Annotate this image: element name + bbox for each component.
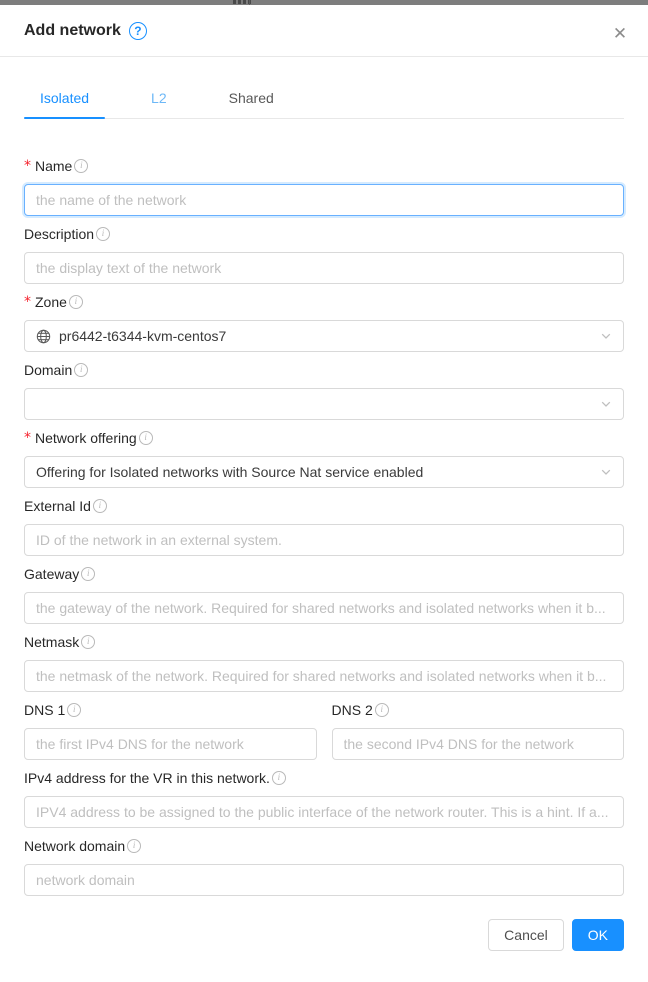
tab-isolated-label: Isolated: [40, 90, 90, 106]
description-input[interactable]: [24, 252, 624, 284]
info-circle-icon[interactable]: i: [69, 295, 83, 309]
page-title: Add network: [24, 22, 121, 39]
tab-shared[interactable]: [213, 81, 290, 118]
info-circle-icon[interactable]: i: [74, 159, 88, 173]
tab-l2[interactable]: [135, 81, 183, 118]
form-item-external-id: [24, 495, 624, 556]
name-input[interactable]: [24, 184, 624, 216]
tab-ink-bar: [24, 117, 105, 119]
name-label: [24, 155, 624, 176]
dns2-label: [332, 699, 625, 720]
info-circle-icon[interactable]: i: [81, 567, 95, 581]
zone-select-value: pr6442-t6344-kvm-centos7: [59, 328, 227, 344]
required-mark: *: [24, 157, 31, 174]
tab-l2-label: L2: [151, 90, 167, 106]
chevron-down-icon: [600, 330, 612, 342]
info-circle-icon[interactable]: i: [81, 635, 95, 649]
required-mark: *: [24, 293, 31, 310]
info-circle-icon[interactable]: i: [74, 363, 88, 377]
dns2-input[interactable]: [332, 728, 625, 760]
info-circle-icon[interactable]: i: [67, 703, 81, 717]
network-offering-label-text: Network offering: [35, 429, 137, 446]
form-item-network-offering: [24, 427, 624, 488]
form-item-domain: [24, 359, 624, 420]
modal-header: [0, 5, 648, 57]
network-domain-label-text: Network domain: [24, 837, 126, 854]
dns2-label-text: DNS 2: [331, 701, 373, 718]
background-page-fragment: [233, 0, 253, 4]
gateway-label: [24, 563, 624, 584]
form-item-dns: [24, 699, 624, 760]
network-offering-select[interactable]: [24, 456, 624, 488]
question-circle-icon[interactable]: ?: [129, 22, 147, 40]
domain-label: [24, 359, 624, 380]
gateway-input[interactable]: [24, 592, 624, 624]
info-circle-icon[interactable]: i: [96, 227, 110, 241]
info-circle-icon[interactable]: i: [375, 703, 389, 717]
description-label: [24, 223, 624, 244]
modal-body: [0, 57, 648, 982]
form-item-name: [24, 155, 624, 216]
vr-ipv4-label-text: IPv4 address for the VR in this network.: [24, 769, 270, 786]
dns1-input[interactable]: [24, 728, 317, 760]
external-id-label: [24, 495, 624, 516]
network-offering-select-value: Offering for Isolated networks with Source Nat service enabled: [36, 464, 424, 480]
form-item-gateway: [24, 563, 624, 624]
dns1-label-text: DNS 1: [24, 701, 66, 718]
vr-ipv4-input[interactable]: [24, 796, 624, 828]
chevron-down-icon: [600, 398, 612, 410]
name-label-text: Name: [35, 157, 73, 174]
add-network-modal: [0, 5, 648, 982]
dns1-label: [24, 699, 317, 720]
ok-button[interactable]: OK: [572, 919, 624, 951]
zone-label-text: Zone: [35, 293, 67, 310]
close-icon[interactable]: ✕: [612, 24, 628, 43]
gateway-label-text: Gateway: [24, 565, 80, 582]
domain-select[interactable]: [24, 388, 624, 420]
network-domain-input[interactable]: [24, 864, 624, 896]
globe-icon: [36, 329, 51, 344]
chevron-down-icon: [600, 466, 612, 478]
zone-label: [24, 291, 624, 312]
tab-bar: [24, 81, 624, 119]
network-domain-label: [24, 835, 624, 856]
required-mark: *: [24, 429, 31, 446]
dns2-column: [332, 699, 625, 760]
modal-footer: [24, 919, 624, 951]
netmask-label-text: Netmask: [24, 633, 80, 650]
form-item-netmask: [24, 631, 624, 692]
info-circle-icon[interactable]: i: [93, 499, 107, 513]
description-label-text: Description: [24, 225, 95, 242]
add-network-form: [24, 155, 624, 951]
external-id-label-text: External Id: [24, 497, 91, 514]
netmask-input[interactable]: [24, 660, 624, 692]
network-offering-label: [24, 427, 624, 448]
form-item-vr-ipv4: [24, 767, 624, 828]
tab-shared-label: Shared: [228, 90, 274, 106]
zone-select[interactable]: [24, 320, 624, 352]
vr-ipv4-label: [24, 767, 624, 788]
form-item-network-domain: [24, 835, 624, 896]
dns1-column: [24, 699, 317, 760]
info-circle-icon[interactable]: i: [127, 839, 141, 853]
domain-label-text: Domain: [24, 361, 73, 378]
netmask-label: [24, 631, 624, 652]
form-item-description: [24, 223, 624, 284]
info-circle-icon[interactable]: i: [272, 771, 286, 785]
tab-isolated[interactable]: [24, 81, 105, 118]
cancel-button[interactable]: Cancel: [488, 919, 564, 951]
info-circle-icon[interactable]: i: [139, 431, 153, 445]
external-id-input[interactable]: [24, 524, 624, 556]
form-item-zone: [24, 291, 624, 352]
